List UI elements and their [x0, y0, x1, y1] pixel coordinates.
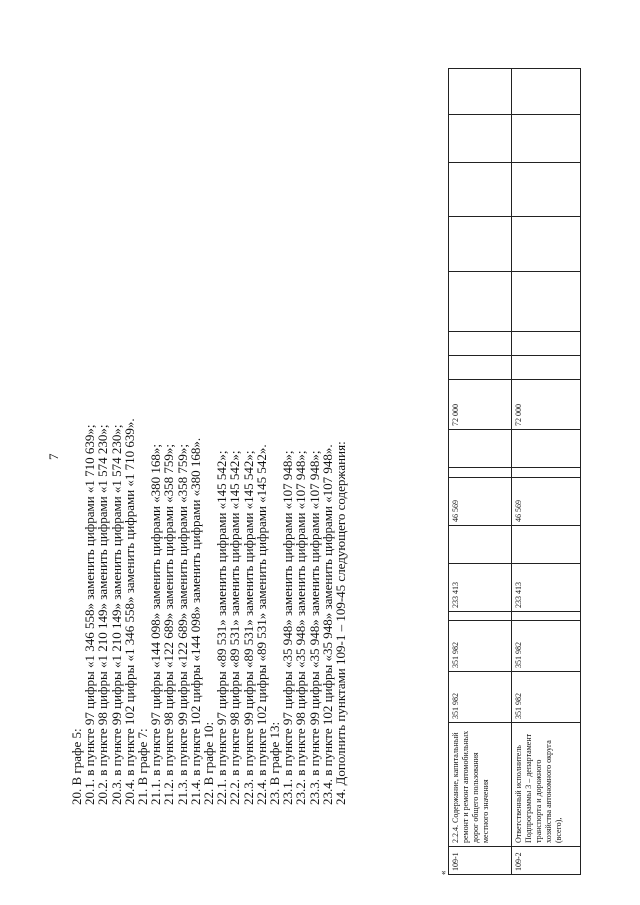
- table-cell: 46 569: [512, 478, 581, 526]
- table-cell: [449, 526, 512, 564]
- table-cell: 2.2.4. Содержание, капитальный ремонт и ремонт автомобильных дорог общего пользования местного значения: [449, 723, 512, 847]
- text-line: 22.3. в пункте 99 цифры «89 531» заменить цифрами «145 542»;: [240, 450, 256, 805]
- text-line: 21.1. в пункте 97 цифры «144 098» заменить цифрами «380 168»;: [148, 443, 164, 805]
- table-cell: [449, 430, 512, 468]
- text-line: 22.4. в пункте 102 цифры «89 531» заменить цифрами «145 542».: [253, 444, 269, 805]
- table-cell: [512, 163, 581, 217]
- program-table: [448, 68, 581, 875]
- table-cell: Ответственный исполнитель Подпрограммы 3 – департамент транспорта и дорожного хозяйства автономного округа (всего),: [512, 723, 581, 847]
- table-cell: 109-2: [512, 847, 581, 875]
- text-line: 23.1. в пункте 97 цифры «35 948» заменить цифрами «107 948»;: [280, 450, 296, 805]
- table-cell: 351 982: [449, 672, 512, 723]
- table-cell: [512, 115, 581, 163]
- table-cell: 109-1: [449, 847, 512, 875]
- text-line: 23.3. в пункте 99 цифры «35 948» заменить цифрами «107 948»;: [306, 450, 322, 805]
- table-row: [449, 69, 512, 875]
- table-cell: [449, 468, 512, 478]
- table-cell: [512, 356, 581, 380]
- table-cell: 233 413: [512, 564, 581, 612]
- table-cell: 46 569: [449, 478, 512, 526]
- table-cell: [512, 69, 581, 115]
- text-line: 22. В графе 10:: [201, 721, 217, 805]
- table-cell: [449, 217, 512, 272]
- table-row: [512, 69, 581, 875]
- table-cell: [449, 356, 512, 380]
- table-cell: 351 982: [512, 672, 581, 723]
- text-line: 20.1. в пункте 97 цифры «1 346 558» заменить цифрами «1 710 639»;: [82, 424, 98, 805]
- table-cell: 351 982: [512, 621, 581, 672]
- table-cell: [512, 430, 581, 468]
- text-line: 20. В графе 5:: [69, 728, 84, 805]
- table-cell: 351 982: [449, 621, 512, 672]
- table-cell: 233 413: [449, 564, 512, 612]
- text-line: 21.4. в пункте 102 цифры «144 098» заменить цифрами «380 168».: [187, 437, 203, 805]
- text-line: 23.4. в пункте 102 цифры «35 948» заменить цифрами «107 948».: [319, 444, 335, 805]
- table-cell: [512, 468, 581, 478]
- table-cell: [449, 115, 512, 163]
- opening-quote: «: [438, 870, 448, 875]
- text-line: 20.4. в пункте 102 цифры «1 346 558» заменить цифрами «1 710 639».: [121, 418, 137, 805]
- table-cell: [512, 526, 581, 564]
- text-line: 21. В графе 7:: [135, 728, 151, 805]
- table-cell: [449, 163, 512, 217]
- table-cell: [449, 332, 512, 356]
- text-line: 21.3. в пункте 99 цифры «122 689» заменить цифрами «358 759»;: [174, 443, 190, 805]
- table-cell: [512, 217, 581, 272]
- table-cell: [449, 612, 512, 621]
- text-line: 23.2. в пункте 98 цифры «35 948» заменить цифрами «107 948»;: [293, 450, 309, 805]
- text-line: 22.2. в пункте 98 цифры «89 531» заменить цифрами «145 542»;: [227, 450, 243, 805]
- table-cell: [449, 69, 512, 115]
- table-cell: 72 000: [512, 380, 581, 430]
- text-line: 20.3. в пункте 99 цифры «1 210 149» заменить цифрами «1 574 230»;: [108, 424, 124, 805]
- page-number: 7: [46, 453, 61, 460]
- text-line: 23. В графе 13:: [267, 721, 283, 805]
- text-line: 21.2. в пункте 98 цифры «122 689» заменить цифрами «358 759»;: [161, 443, 177, 805]
- text-line: 24. Дополнить пунктами 109-1 – 109-45 следующего содержания:: [333, 441, 349, 805]
- table-cell: [512, 332, 581, 356]
- text-line: 20.2. в пункте 98 цифры «1 210 149» заменить цифрами «1 574 230»;: [95, 424, 111, 805]
- table-cell: [449, 272, 512, 332]
- table-cell: [512, 272, 581, 332]
- table-cell: 72 000: [449, 380, 512, 430]
- amendment-text: [70, 85, 347, 805]
- table-cell: [512, 612, 581, 621]
- text-line: 22.1. в пункте 97 цифры «89 531» заменить цифрами «145 542»;: [214, 450, 230, 805]
